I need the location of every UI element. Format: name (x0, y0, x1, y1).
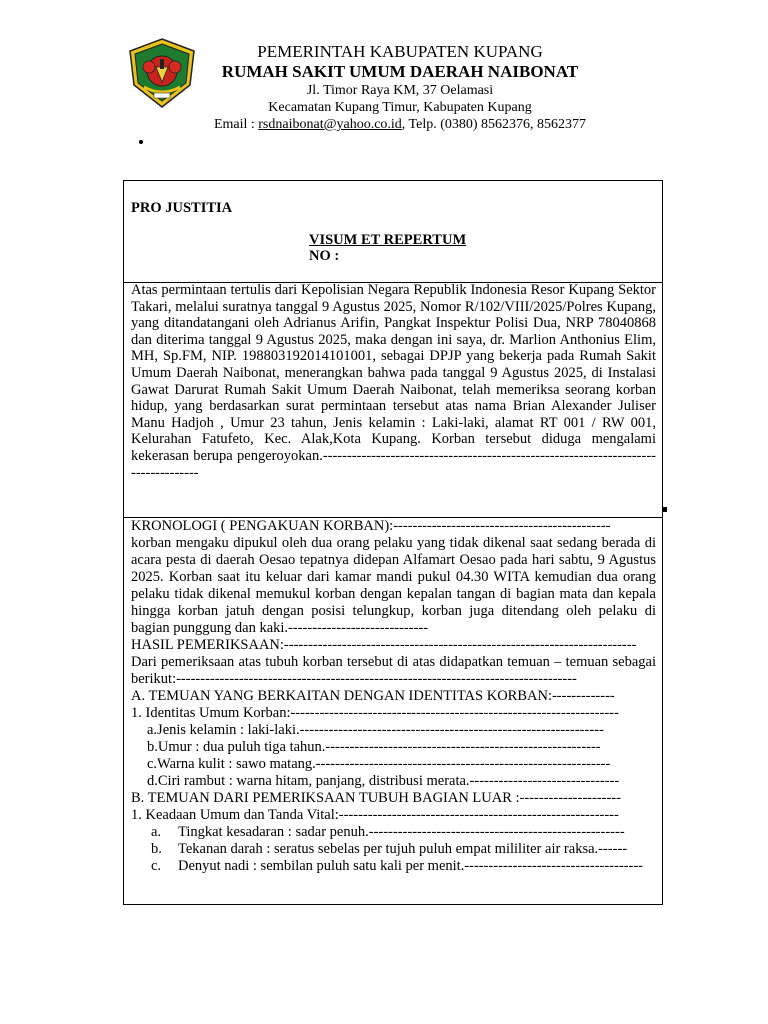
letterhead (0, 0, 768, 135)
kabupaten-kupang-emblem-icon (124, 37, 200, 109)
list-item: b.Umur : dua puluh tiga tahun.--------------------------------------------------------- (147, 739, 601, 755)
document-box (123, 180, 663, 905)
government-name: PEMERINTAH KABUPATEN KUPANG (257, 42, 543, 61)
address: Jl. Timor Raya KM, 37 Oelamasi (306, 83, 494, 98)
list-item: a.Jenis kelamin : laki-laki.--------------------------------------------------------------- (147, 722, 604, 738)
hasil-intro: Dari pemeriksaan atas tubuh korban tersebut di atas didapatkan temuan – temuan sebagai berikut:----------------------------------------------------------------------------------- (131, 654, 656, 687)
pro-justitia-label: PRO JUSTITIA (131, 200, 233, 216)
vitals-heading: 1. Keadaan Umum dan Tanda Vital:---------------------------------------------------------- (131, 807, 619, 823)
side-mark (662, 507, 667, 512)
vital-label: c. (151, 858, 162, 874)
kronologi-heading: KRONOLOGI ( PENGAKUAN KORBAN):--------------------------------------------- (131, 518, 611, 534)
section-a-heading: A. TEMUAN YANG BERKAITAN DENGAN IDENTITAS KORBAN:------------- (131, 688, 615, 704)
district: Kecamatan Kupang Timur, Kabupaten Kupang (268, 100, 532, 115)
kronologi-paragraph: korban mengaku dipukul oleh dua orang pelaku yang tidak dikenal saat sedang berada di acara pesta di daerah Oesao tepatnya didepan Alfamart Oesao pada hari sabtu, 9 Agustus 2025. Korban saat itu keluar dari kamar mandi pukul 04.30 WITA kemudian dua orang pelaku tidak dikenal memukul korban dengan kepalan tangan di bagian mata dan kepala hingga korban jatuh dengan posisi telungkup, korban juga ditendang oleh pelaku di bagian punggung dan kaki.----------------------------- (131, 535, 656, 636)
identity-heading: 1. Identitas Umum Korban:-------------------------------------------------------------------- (131, 705, 619, 721)
email-label: Email : (213, 117, 259, 132)
section-b-heading: B. TEMUAN DARI PEMERIKSAAN TUBUH BAGIAN LUAR :--------------------- (131, 790, 621, 806)
hospital-name: RUMAH SAKIT UMUM DAERAH NAIBONAT (221, 62, 579, 81)
document-number: NO : (309, 248, 340, 264)
vital-label: b. (151, 841, 162, 857)
list-item: c.Warna kulit : sawo matang.------------------------------------------------------------- (147, 756, 611, 772)
findings-section (124, 518, 662, 875)
vital-item (124, 824, 662, 841)
intro-paragraph: Atas permintaan tertulis dari Kepolisian Negara Republik Indonesia Resor Kupang Sektor Takari, melalui suratnya tanggal 9 Agustus 2025, Nomor R/102/VIII/2025/Polres Kupang, yang ditandatangani oleh Adrianus Arifin, Pangkat Inspektur Polisi Dua, NRP 78040868 dan diterima tanggal 9 Agustus 2025, maka dengan ini saya, dr. Marlion Anthonius Elim, MH, Sp.FM, NIP. 198803192014101001, sebagai DPJP yang bekerja pada Rumah Sakit Umum Daerah Naibonat, menerangkan bahwa pada tanggal 9 Agustus 2025, di Instalasi Gawat Darurat Rumah Sakit Umum Daerah Naibonat, telah memeriksa seorang korban hidup, yang berdasarkan surat permintaan tersebut atas nama Brian Alexander Juliser Manu Hadjoh , Umur 23 tahun, Jenis kelamin : Laki-laki, alamat RT 001 / RW 001, Kelurahan Fatufeto, Kec. Alak,Kota Kupang. Korban tersebut diduga mengalami kekerasan berupa pengeroyokan.----------------------------------------------------------------------------------- (131, 282, 656, 481)
document-header (124, 181, 662, 283)
vital-item (124, 841, 662, 858)
vital-text: Tingkat kesadaran : sadar penuh.----------------------------------------------------- (178, 824, 625, 840)
vital-text: Denyut nadi : sembilan puluh satu kali per menit.------------------------------------- (178, 858, 643, 874)
document-title: VISUM ET REPERTUM (309, 232, 467, 248)
phone: , Telp. (0380) 8562376, 8562377 (401, 117, 587, 132)
intro-section (124, 282, 662, 518)
contact-line (200, 116, 600, 133)
hasil-heading: HASIL PEMERIKSAAN:------------------------------------------------------------------------- (131, 637, 637, 653)
list-item: d.Ciri rambut : warna hitam, panjang, distribusi merata.------------------------------- (147, 773, 620, 789)
vital-item (124, 858, 662, 875)
bullet-mark (139, 140, 143, 144)
email-link[interactable]: rsdnaibonat@yahoo.co.id (258, 117, 402, 132)
vital-label: a. (151, 824, 162, 840)
vital-text: Tekanan darah : seratus sebelas per tujuh puluh empat mililiter air raksa.------ (178, 841, 628, 857)
